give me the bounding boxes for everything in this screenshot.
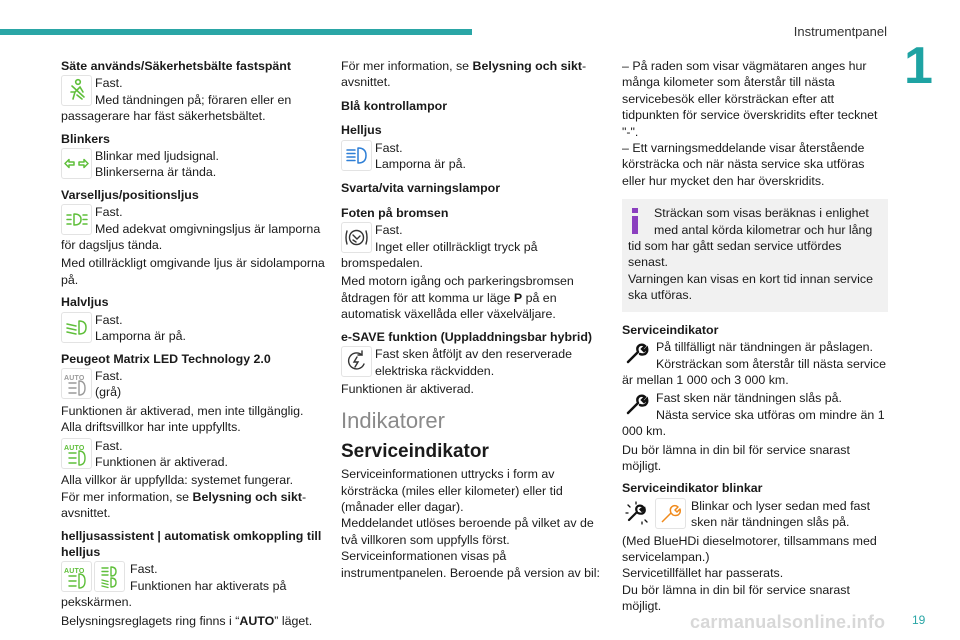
heading-indicators-section: Indikatorer: [341, 408, 445, 434]
heading-service-flashing: Serviceindikator blinkar: [622, 481, 763, 496]
spanner-icon: [622, 339, 653, 370]
info-box: Sträckan som visas beräknas i enlighet med antal körda kilometrar och hur lång tid som har gått sedan service utfördes senast. Varningen kan visas en kort tid innan service ska utföras.: [622, 199, 888, 311]
header-accent-bar: [0, 29, 472, 35]
item-seat-belt: Fast. Med tändningen på; föraren eller en passagerare har fäst säkerhetsbältet.: [61, 76, 292, 124]
auto-headlamp-green-icon: AUTO: [61, 438, 92, 469]
item-matrix-grey: AUTO Fast. (grå): [61, 368, 326, 401]
item-sidelamps: Fast. Med adekvat omgivningsljus är lamporna för dagsljus tända.: [61, 205, 321, 253]
heading-main-beam: Helljus: [341, 123, 382, 138]
info-i-icon: [628, 207, 642, 235]
foot-on-brake-icon: [341, 222, 372, 253]
heading-matrix-led: Peugeot Matrix LED Technology 2.0: [61, 351, 271, 366]
chapter-number: 1: [904, 37, 933, 95]
daytime-lights-icon: [61, 204, 92, 235]
item-esave: Fast sken åtföljt av den reserverade elektriska räckvidden.: [341, 346, 609, 379]
flashing-spanner-icon: [622, 498, 653, 529]
item-foot-brake: Fast. Inget eller otillräckligt tryck på bromspedalen.: [341, 223, 538, 271]
heading-esave: e-SAVE funktion (Uppladdningsbar hybrid): [341, 329, 593, 344]
heading-bw-lamps: Svarta/vita varningslampor: [341, 181, 501, 196]
turn-signal-arrows-icon: [61, 148, 92, 179]
heading-foot-brake: Foten på bromsen: [341, 205, 449, 220]
heading-blue-lamps: Blå kontrollampor: [341, 98, 448, 113]
main-beam-icon: [341, 140, 372, 171]
heading-high-beam-assist: helljusassistent | automatisk omkoppling till helljus: [61, 528, 322, 559]
heading-service-indicator: Serviceindikator: [341, 440, 489, 462]
heading-dipped-beam: Halvljus: [61, 295, 109, 310]
esave-battery-icon: [341, 346, 372, 377]
item-service-flashing: Blinkar och lyser sedan med fast sken när tändningen slås på.: [622, 498, 888, 531]
dipped-beam-icon: [61, 312, 92, 343]
item-service-fixed: Fast sken när tändningen slås på. Nästa service ska utföras om mindre än 1 000 km.: [622, 391, 885, 439]
heading-indicators: Blinkers: [61, 131, 110, 146]
column-1: Säte används/Säkerhetsbälte fastspänt Fast. Med tändningen på; föraren eller en passagerare har fäst säkerhetsbältet. Blinkers Blinkar med ljudsignal. Blinkerserna är tända. Varselljus/positionsljus Fast. Med adekvat omgivningsljus är lamporna för dagsljus tända. Med otillräckligt omgivande ljus är sidolamporna på. Halvljus Fast. Lamporna är på. Peugeot Matrix LED Technology 2.0 AUTO Fast. (grå) Funktionen är aktiverad, men inte tillgänglig. Alla driftsvillkor har inte uppfyllts. AUTO Fast. Funktionen är aktiverad. Alla villkor är uppfyllda: systemet fungerar. För mer information, se Belysning och sikt-avsnittet. helljusassistent | automatisk omkoppling till helljus AUTO Fast. Funktionen har aktiverats på pekskärmen. Belysningsreglagets ring finns i “AUTO” läget.: [61, 59, 325, 628]
item-high-beam-assist: AUTO Fast. Funktionen har aktiverats på pekskärmen.: [61, 562, 287, 610]
heading-sidelamps: Varselljus/positionsljus: [61, 187, 199, 202]
page-number: 19: [912, 613, 926, 627]
heading-service-indicator-2: Serviceindikator: [622, 322, 719, 337]
column-2: För mer information, se Belysning och sikt-avsnittet. Blå kontrollampor Helljus Fast. Lamporna är på. Svarta/vita varningslampor Foten på bromsen Fast. Inget eller otillräckligt tryck på bromspedalen. Med motorn igång och parkeringsbromsen åtdragen för att komma ur läge P på en automatisk växellåda eller växelväljare. e-SAVE funktion (Uppladdningsbar hybrid) Fast sken åtföljt av den reserverade elektriska räckvidden. Funktionen är aktiverad. Indikatorer Serviceindikator Serviceinformationen uttrycks i form av körsträcka (miles eller kilometer) eller tid (månader eller dagar). Meddelandet utlöses beroende på vilket av de två villkoren som uppfylls först. Serviceinformationen visas på instrumentpanelen. Beroende på version av bil:: [341, 58, 609, 581]
section-title: Instrumentpanel: [793, 24, 887, 39]
orange-spanner-icon: [655, 498, 686, 529]
item-service-temporary: På tillfälligt när tändningen är påslagen. Körsträckan som återstår till nästa service är mellan 1 000 och 3 000 km.: [622, 340, 886, 387]
item-indicators: Blinkar med ljudsignal. Blinkerserna är tända.: [61, 148, 326, 181]
seatbelt-icon: [61, 75, 92, 106]
high-beam-dipped-switch-icon: [94, 561, 125, 592]
item-main-beam: Fast. Lamporna är på.: [341, 140, 609, 173]
watermark: carmanualsonline.info: [690, 612, 886, 632]
column-3: – På raden som visar vägmätaren anges hur många kilometer som återstår till nästa servicebesök eller körsträckan efter att tidpunkten för service överskridits efter tecknet "-". – Ett varningsmeddelande visar återstående körsträcka och när nästa service ska utföras eller hur mycket den har överskridits. Sträckan som visas beräknas i enlighet med antal körda kilometrar och hur lång tid som har gått sedan service utfördes senast. Varningen kan visas en kort tid innan service ska utföras. Serviceindikator På tillfälligt när tändningen är påslagen. Körsträckan som återstår till nästa service är mellan 1 000 och 3 000 km. Fast sken när tändningen slås på. Nästa service ska utföras om mindre än 1 000 km. Du bör lämna in din bil för service snarast möjligt. Serviceindikator blinkar Blinkar och lyser sedan med fast sken när tändningen slås på. (Med BlueHDi dieselmotorer, tillsammans med servicelampan.) Servicetillfället har passerats. Du bör lämna in din bil för service snarast möjligt.: [622, 59, 886, 614]
auto-headlamp-grey-icon: AUTO: [61, 368, 92, 399]
item-matrix-green: AUTO Fast. Funktionen är aktiverad.: [61, 438, 326, 471]
item-dipped-beam: Fast. Lamporna är på.: [61, 312, 326, 345]
auto-high-beam-icon: AUTO: [61, 561, 92, 592]
spanner-icon: [622, 390, 653, 421]
heading-seat-belt: Säte används/Säkerhetsbälte fastspänt: [61, 59, 292, 73]
